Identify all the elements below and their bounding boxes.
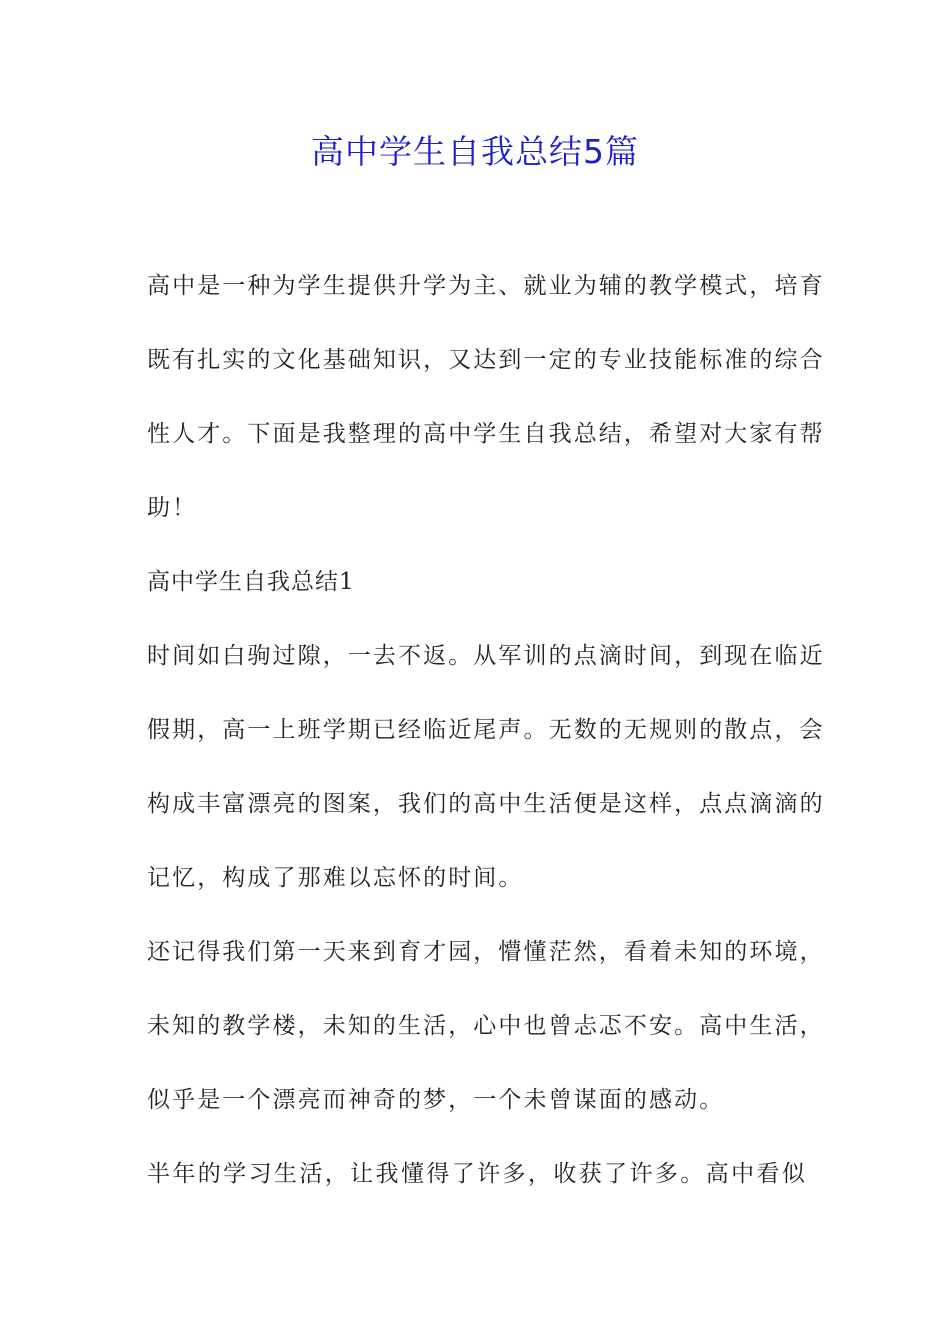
document-title: 高中学生自我总结5篇 [311, 132, 639, 171]
paragraph-line: 构成丰富漂亮的图案，我们的高中生活便是这样，点点滴滴的 [147, 791, 825, 817]
paragraph-line: 半年的学习生活，让我懂得了许多，收获了许多。高中看似 [147, 1161, 807, 1187]
paragraph-line: 助！ [147, 495, 198, 521]
section-heading: 高中学生自我总结1 [147, 569, 355, 595]
paragraph-line: 记忆，构成了那难以忘怀的时间。 [147, 865, 524, 891]
paragraph-line: 性人才。下面是我整理的高中学生自我总结，希望对大家有帮 [147, 421, 825, 447]
paragraph-line: 还记得我们第一天来到育才园，懵懂茫然，看着未知的环境， [147, 939, 825, 965]
paragraph-line: 假期，高一上班学期已经临近尾声。无数的无规则的散点，会 [147, 717, 825, 743]
paragraph-line: 既有扎实的文化基础知识，又达到一定的专业技能标准的综合 [147, 347, 825, 373]
paragraph-line: 时间如白驹过隙，一去不返。从军训的点滴时间，到现在临近 [147, 643, 825, 669]
document-body [147, 260, 825, 1222]
paragraph-line: 似乎是一个漂亮而神奇的梦，一个未曾谋面的感动。 [147, 1087, 725, 1113]
paragraph-line: 高中是一种为学生提供升学为主、就业为辅的教学模式，培育 [147, 273, 825, 299]
paragraph-line: 未知的教学楼，未知的生活，心中也曾忐忑不安。高中生活， [147, 1013, 825, 1039]
